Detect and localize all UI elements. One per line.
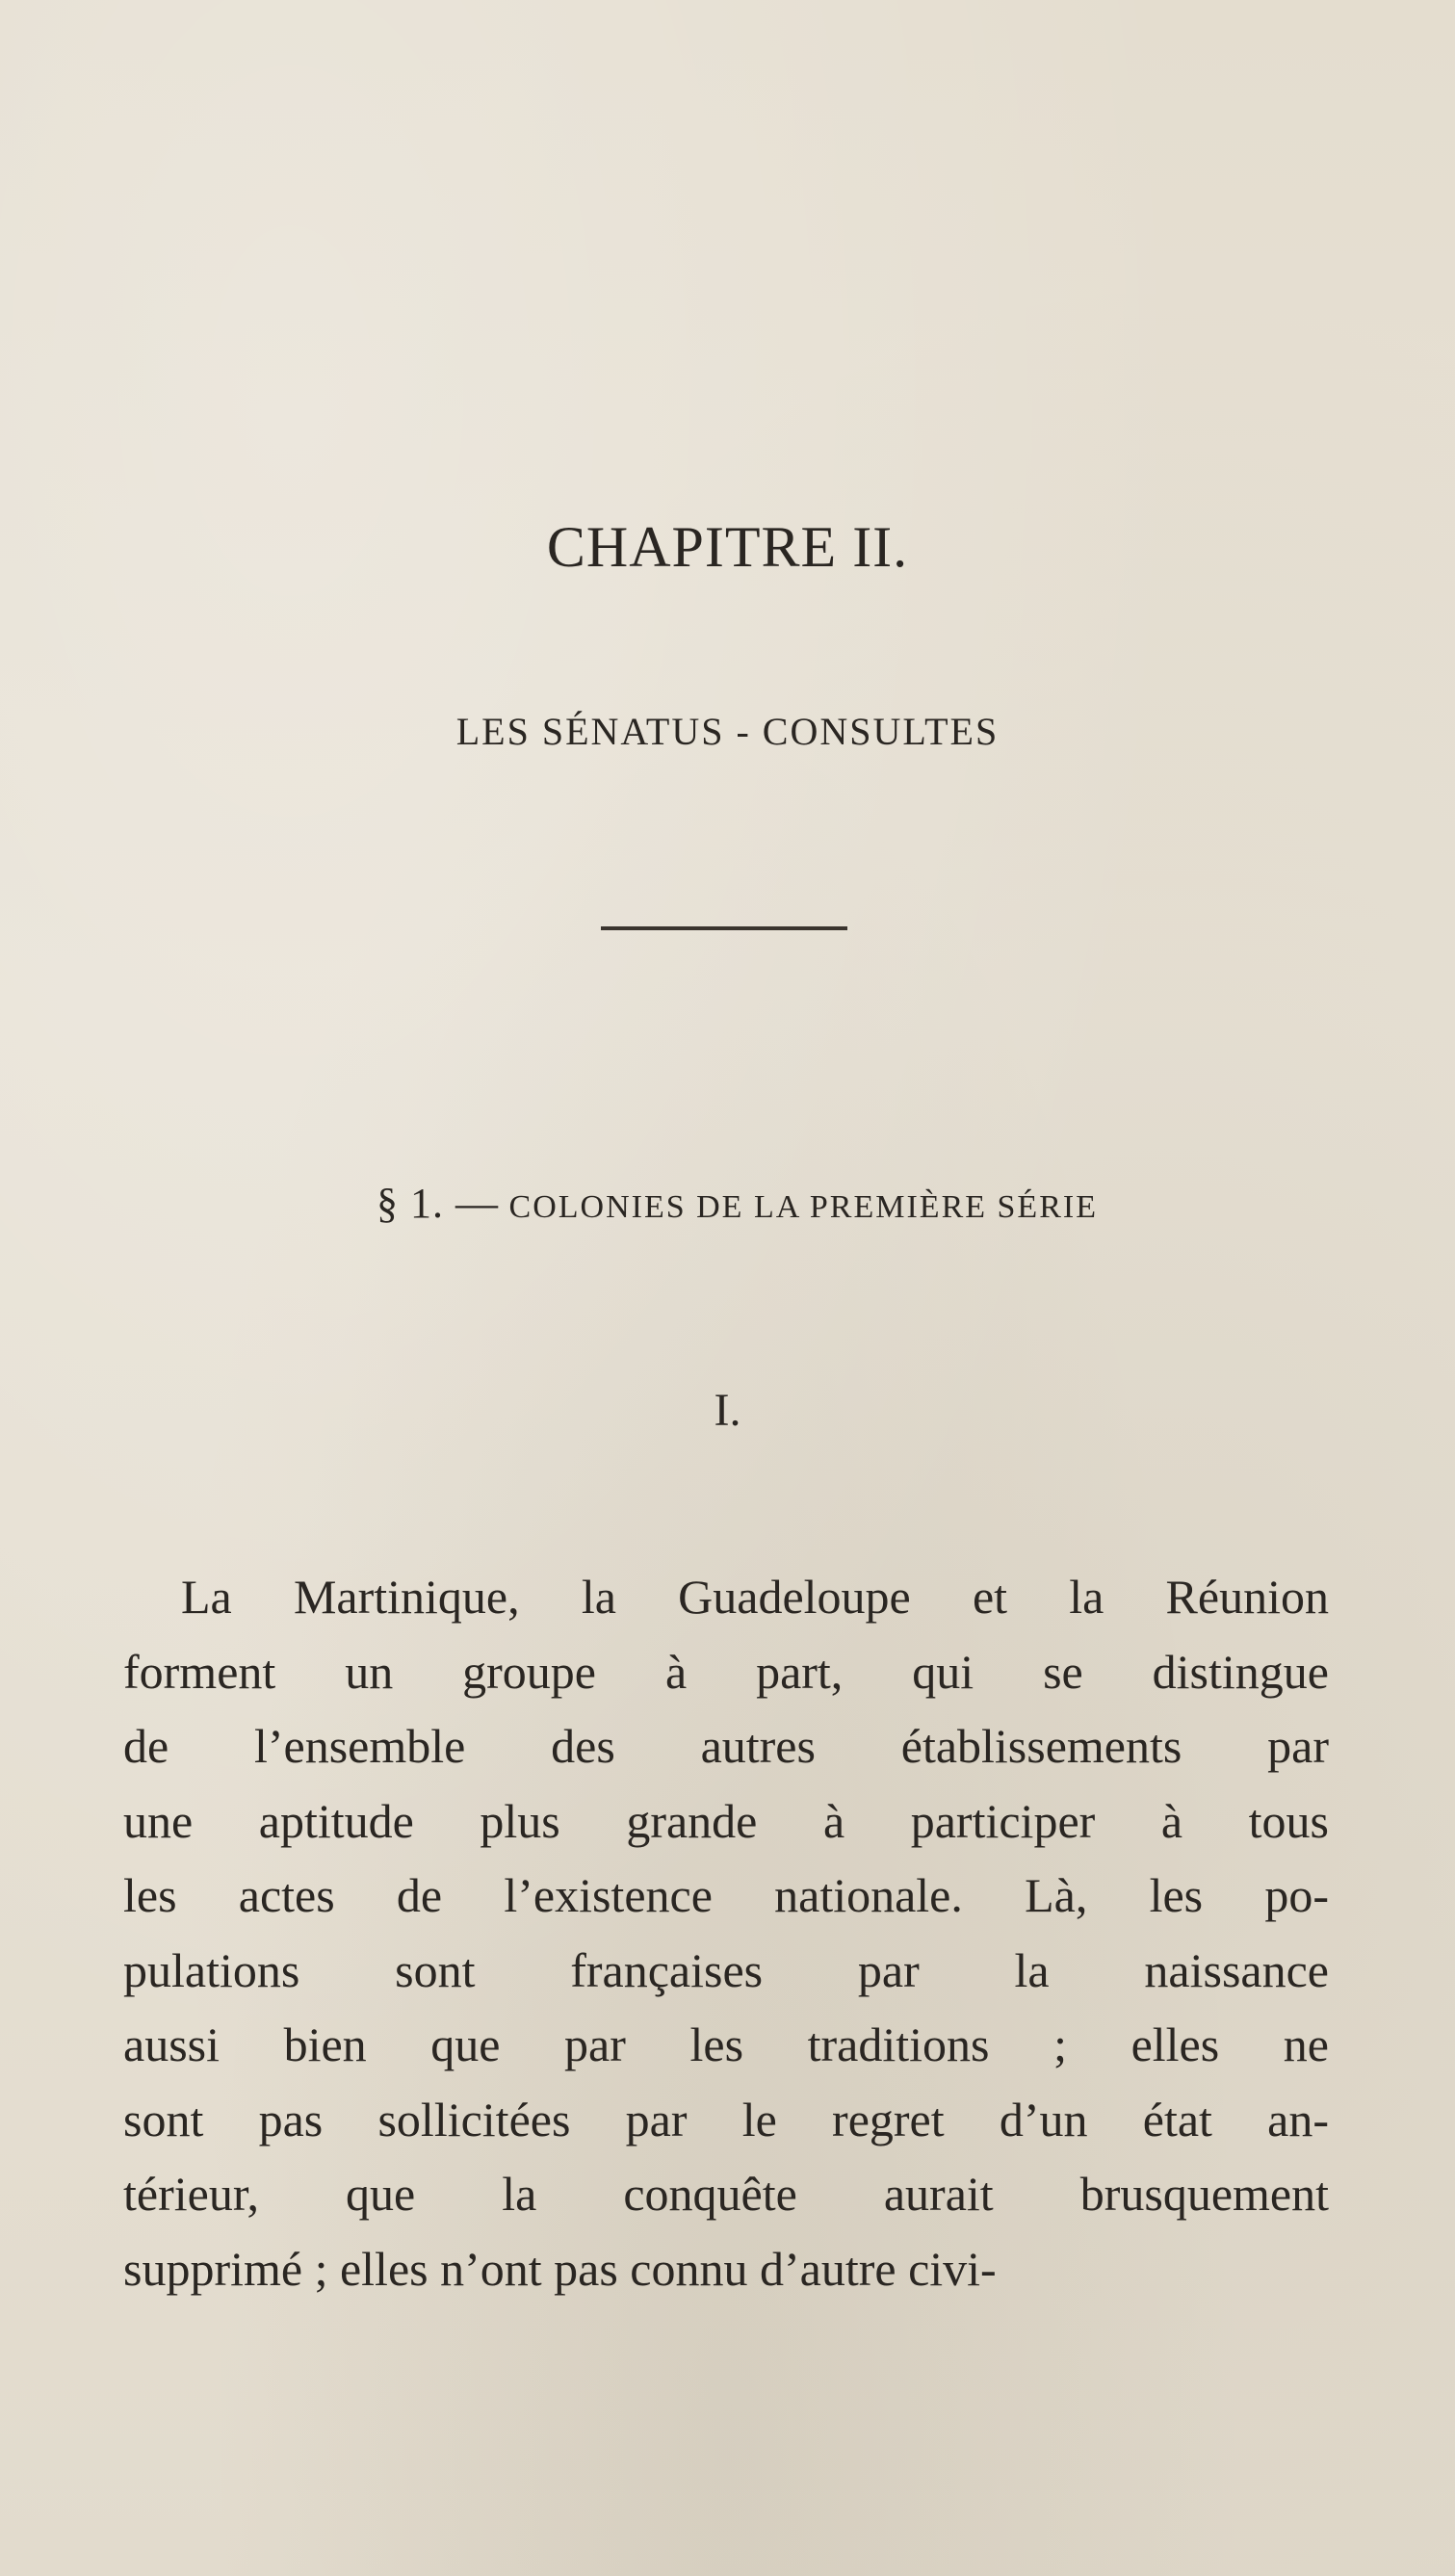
paragraph-line: une aptitude plus grande à participer à tous: [123, 1793, 1329, 1848]
body-paragraph: [123, 1560, 1329, 2306]
paragraph-line: aussi bien que par les traditions ; elles ne: [123, 2017, 1329, 2071]
chapter-subtitle: LES SÉNATUS - CONSULTES: [455, 710, 1000, 753]
section-heading: [0, 1175, 1455, 1236]
paragraph-line: forment un groupe à part, qui se distingue: [123, 1644, 1329, 1699]
paragraph-line: les actes de l’existence nationale. Là, les po-: [123, 1868, 1329, 1922]
paragraph-line: pulations sont françaises par la naissance: [123, 1942, 1329, 1997]
chapter-title: CHAPITRE II.: [546, 515, 909, 579]
divider-rule: [601, 926, 847, 930]
section-number: § 1. —: [377, 1180, 500, 1227]
section-title: COLONIES DE LA PREMIÈRE SÉRIE: [508, 1189, 1098, 1225]
paragraph-line: La Martinique, la Guadeloupe et la Réunion: [181, 1570, 1329, 1624]
paragraph-line: sont pas sollicitées par le regret d’un état an-: [123, 2092, 1329, 2147]
subsection-numeral: I.: [714, 1385, 741, 1436]
paragraph-line: supprimé ; elles n’ont pas connu d’autre civi-: [123, 2241, 997, 2296]
paragraph-line: de l’ensemble des autres établissements par: [123, 1719, 1329, 1773]
paragraph-line: térieur, que la conquête aurait brusquement: [123, 2167, 1329, 2221]
